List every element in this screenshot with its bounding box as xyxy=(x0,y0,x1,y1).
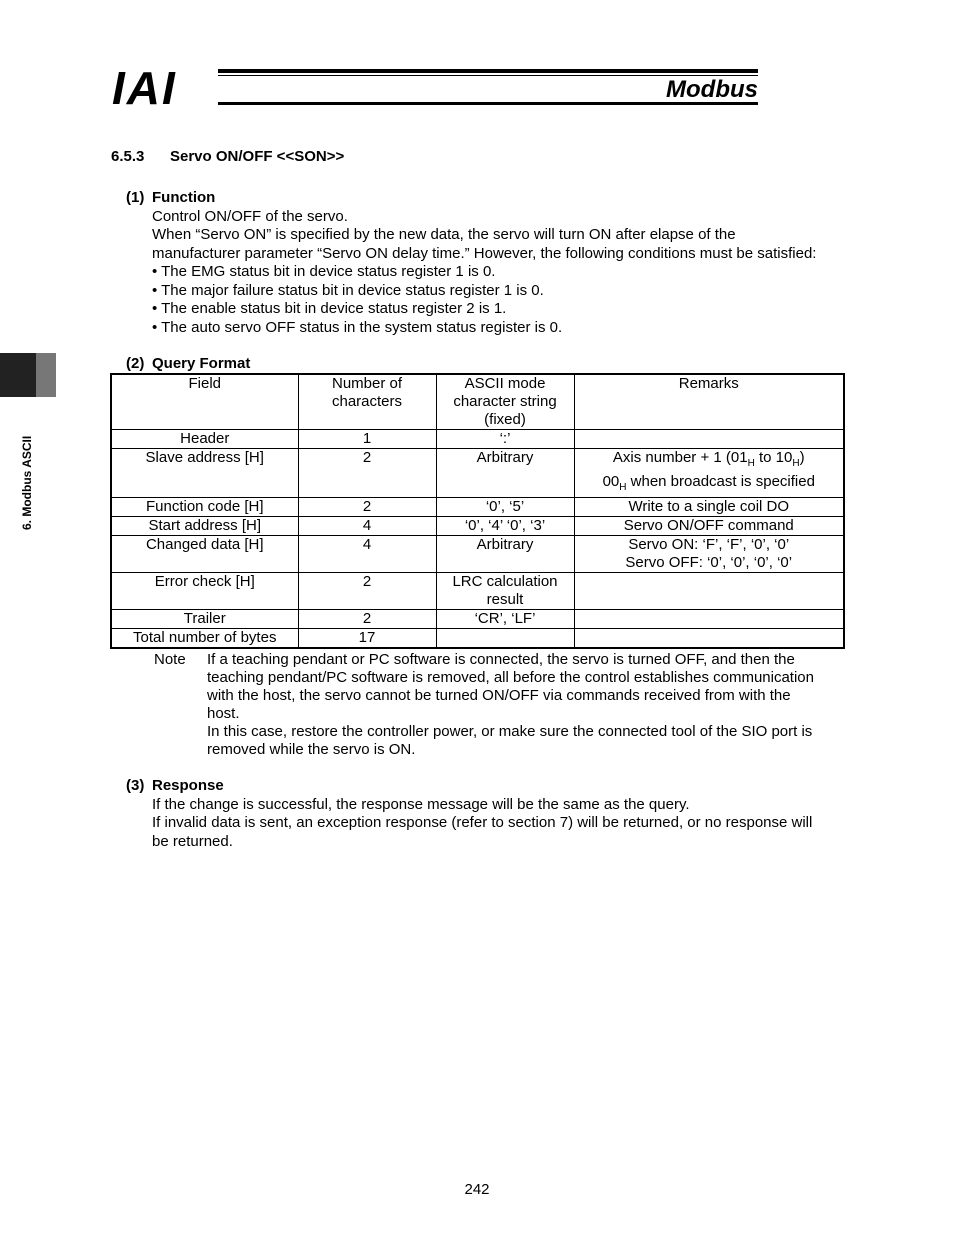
table-header-row xyxy=(111,374,844,430)
note-line: host. xyxy=(207,705,240,722)
condition-item: • The EMG status bit in device status register 1 is 0. xyxy=(152,263,496,280)
table-cell: 2 xyxy=(298,449,436,498)
table-cell: Changed data [H] xyxy=(111,536,298,573)
iai-logo: IAI xyxy=(112,62,177,114)
table-cell: Header xyxy=(111,430,298,449)
table-cell: Servo ON: ‘F’, ‘F’, ‘0’, ‘0’ Servo OFF: ‘0’, ‘0’, ‘0’, ‘0’ xyxy=(574,536,844,573)
page-number: 242 xyxy=(464,1181,490,1198)
table-cell: LRC calculation result xyxy=(436,573,574,610)
table-cell: ‘0’, ‘5’ xyxy=(436,498,574,517)
table-cell: Write to a single coil DO xyxy=(574,498,844,517)
table-cell: ‘CR’, ‘LF’ xyxy=(436,610,574,629)
table-row xyxy=(111,573,844,610)
header-cell: ASCII mode character string (fixed) xyxy=(436,374,574,430)
table-cell: 4 xyxy=(298,517,436,536)
table-cell xyxy=(436,629,574,649)
table-cell: 2 xyxy=(298,573,436,610)
chapter-tab-gray xyxy=(36,353,56,397)
note-line: If a teaching pendant or PC software is connected, the servo is turned OFF, and then the xyxy=(207,651,795,668)
function-line: Control ON/OFF of the servo. xyxy=(152,207,348,225)
table-cell: Error check [H] xyxy=(111,573,298,610)
query-heading: (2) Query Format xyxy=(126,355,251,372)
condition-item: • The enable status bit in device status register 2 is 1. xyxy=(152,300,507,317)
table-row xyxy=(111,430,844,449)
section-number: 6.5.3 xyxy=(111,148,145,165)
chapter-label: 6. Modbus ASCII xyxy=(20,435,34,530)
table-cell: Trailer xyxy=(111,610,298,629)
table-cell xyxy=(574,629,844,649)
note-line: with the host, the servo cannot be turned ON/OFF via commands received from with the xyxy=(207,687,791,704)
table-cell xyxy=(574,430,844,449)
response-line: If invalid data is sent, an exception response (refer to section 7) will be returned, or no response will xyxy=(152,814,813,831)
table-cell xyxy=(574,610,844,629)
table-cell: Axis number + 1 ($01_H$ to $10_H$) $00_H$ when broadcast is specified xyxy=(574,449,844,498)
table-row xyxy=(111,536,844,573)
table-row xyxy=(111,517,844,536)
table-cell xyxy=(574,573,844,610)
section-title: Servo ON/OFF <<SON>> xyxy=(170,148,345,165)
response-heading: (3) Response xyxy=(126,777,224,794)
function-line: manufacturer parameter “Servo ON delay time.” However, the following conditions must be satisfied: xyxy=(152,244,817,262)
chapter-tab-dark xyxy=(0,353,36,397)
table-cell: 2 xyxy=(298,498,436,517)
table-cell: ‘:’ xyxy=(436,430,574,449)
table-cell: Arbitrary xyxy=(436,536,574,573)
header-cell: Remarks xyxy=(574,374,844,430)
note-label: Note xyxy=(154,651,186,668)
response-block xyxy=(126,777,812,851)
note-line: removed while the servo is ON. xyxy=(207,741,416,758)
table-row xyxy=(111,610,844,629)
table-cell: 2 xyxy=(298,610,436,629)
note-line: In this case, restore the controller power, or make sure the connected tool of the SIO port is xyxy=(207,723,813,740)
table-row xyxy=(111,498,844,517)
table-cell: 4 xyxy=(298,536,436,573)
header-cell: Number of characters xyxy=(298,374,436,430)
table-cell: 1 xyxy=(298,430,436,449)
section-heading xyxy=(111,148,344,165)
table-cell: Function code [H] xyxy=(111,498,298,517)
function-block xyxy=(126,189,816,337)
header-cell: Field xyxy=(111,374,298,430)
table-cell: Total number of bytes xyxy=(111,629,298,649)
condition-item: • The major failure status bit in device status register 1 is 0. xyxy=(152,281,544,299)
header-rule-top xyxy=(218,69,758,73)
table-cell: ‘0’, ‘4’ ‘0’, ‘3’ xyxy=(436,517,574,536)
query-format-table xyxy=(110,373,845,649)
table-row xyxy=(111,449,844,498)
table-cell: Start address [H] xyxy=(111,517,298,536)
table-cell: Servo ON/OFF command xyxy=(574,517,844,536)
query-heading-block xyxy=(126,355,250,374)
table-row xyxy=(111,629,844,649)
note-block xyxy=(154,651,844,759)
header-title: Modbus xyxy=(666,76,758,103)
condition-item: • The auto servo OFF status in the system status register is 0. xyxy=(152,318,563,336)
table-cell: 17 xyxy=(298,629,436,649)
function-heading: (1) Function xyxy=(126,189,216,206)
table-cell: Slave address [H] xyxy=(111,449,298,498)
response-line: If the change is successful, the response message will be the same as the query. xyxy=(152,795,690,813)
table-cell: Arbitrary xyxy=(436,449,574,498)
function-line: When “Servo ON” is specified by the new data, the servo will turn ON after elapse of the xyxy=(152,226,736,243)
note-line: teaching pendant/PC software is removed, all before the control establishes communication xyxy=(207,669,814,686)
response-line: be returned. xyxy=(152,832,233,850)
